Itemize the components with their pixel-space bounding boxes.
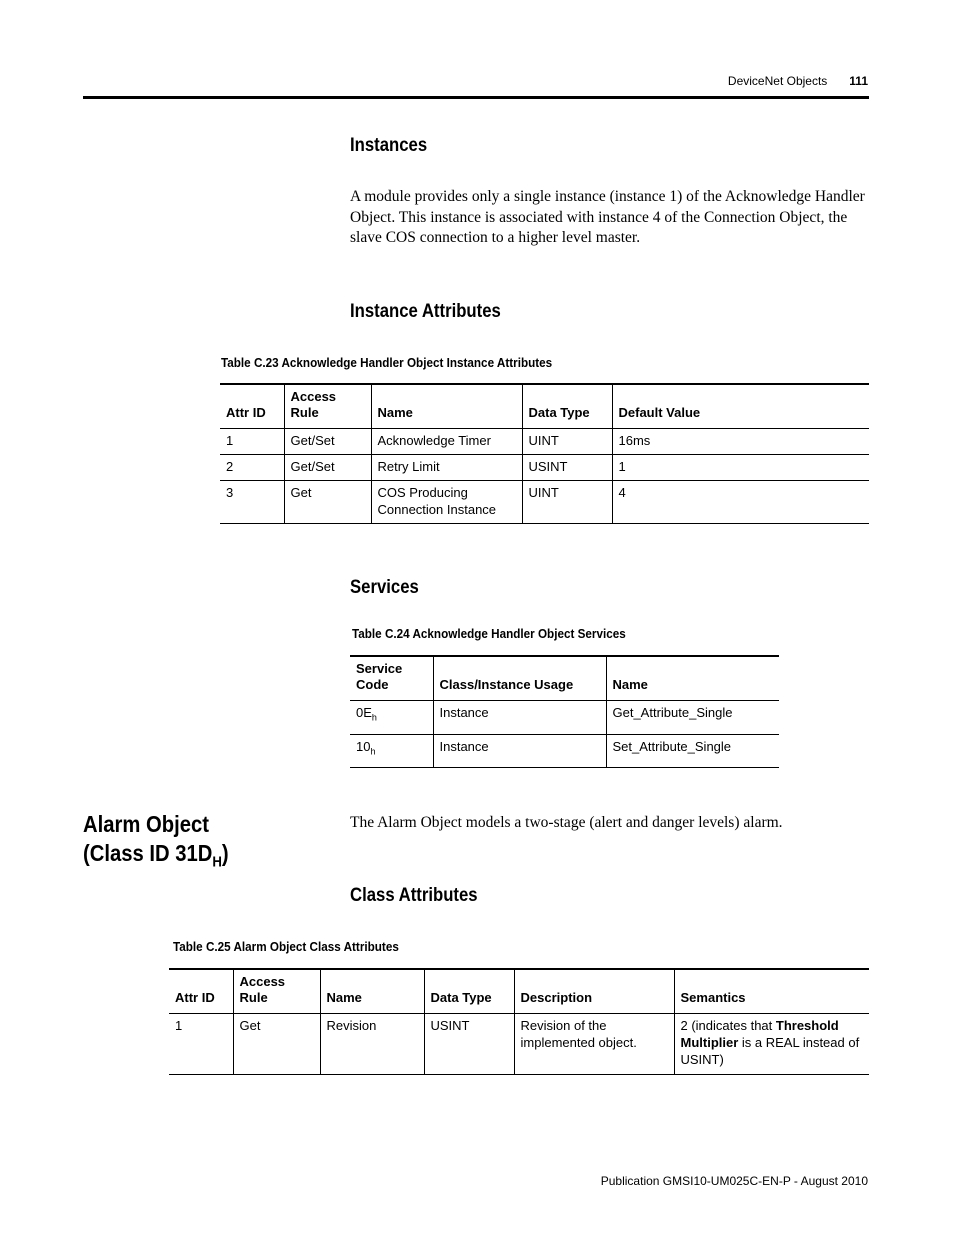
column-header: Name — [371, 384, 522, 429]
table-cell: Retry Limit — [371, 455, 522, 481]
instances-paragraph: A module provides only a single instance (instance 1) of the Acknowledge Handler Object. This instance is associated with instance 4 of the Connection Object, the slave COS connection to a higher level master. — [350, 188, 865, 246]
table-cell: 16ms — [612, 429, 869, 455]
table-cell: Get_Attribute_Single — [606, 701, 779, 735]
table-cell: 4 — [612, 481, 869, 524]
table-row — [350, 734, 779, 768]
services-heading: Services — [350, 577, 419, 598]
table-cell: Get/Set — [284, 455, 371, 481]
page-number: 111 — [849, 74, 868, 88]
table-cell: USINT — [522, 455, 612, 481]
column-header: Name — [606, 656, 779, 701]
table-c24-caption: Table C.24 Acknowledge Handler Object Services — [352, 626, 626, 641]
table-cell: COS Producing Connection Instance — [371, 481, 522, 524]
table-header-row — [169, 969, 869, 1014]
instances-heading: Instances — [350, 135, 428, 156]
instance-attributes-table — [220, 383, 869, 524]
table-cell: Get/Set — [284, 429, 371, 455]
table-cell: UINT — [522, 481, 612, 524]
column-header: Access Rule — [284, 384, 371, 429]
class-attributes-table — [169, 968, 869, 1075]
service-code-subscript: h — [371, 712, 377, 723]
column-header: Data Type — [522, 384, 612, 429]
service-code-cell — [350, 734, 433, 768]
column-header: Data Type — [424, 969, 514, 1014]
semantics-text-pre: 2 (indicates that — [680, 1018, 776, 1033]
service-code: 10 — [356, 738, 371, 754]
semantics-cell — [674, 1014, 869, 1075]
service-code: 0E — [356, 705, 372, 720]
table-cell: Get — [233, 1014, 320, 1075]
services-table — [350, 655, 779, 768]
column-header: Attr ID — [220, 384, 284, 429]
alarm-object-paragraph: The Alarm Object models a two-stage (alert and danger levels) alarm. — [350, 814, 783, 831]
alarm-heading-line2-prefix: (Class ID 31D — [83, 840, 213, 866]
header-rule — [83, 96, 869, 99]
table-cell: Acknowledge Timer — [371, 429, 522, 455]
table-cell: UINT — [522, 429, 612, 455]
running-header — [728, 74, 868, 88]
column-header: Semantics — [674, 969, 869, 1014]
column-header: Name — [320, 969, 424, 1014]
publication-footer: Publication GMSI10-UM025C-EN-P - August 2010 — [600, 1174, 868, 1188]
header-section-title: DeviceNet Objects — [727, 74, 828, 88]
alarm-heading-line2-suffix: ) — [221, 840, 229, 866]
table-row — [220, 455, 869, 481]
column-header: Default Value — [612, 384, 869, 429]
alarm-object-heading — [83, 810, 229, 877]
service-code-subscript: h — [370, 746, 376, 757]
table-row — [169, 1014, 869, 1075]
column-header: Attr ID — [169, 969, 233, 1014]
column-header: Service Code — [350, 656, 433, 701]
table-row — [350, 701, 779, 735]
table-row — [220, 481, 869, 524]
column-header: Class/Instance Usage — [433, 656, 606, 701]
table-cell: Get — [284, 481, 371, 524]
table-c23-caption: Table C.23 Acknowledge Handler Object Instance Attributes — [221, 355, 553, 370]
table-cell: Revision — [320, 1014, 424, 1075]
table-header-row — [220, 384, 869, 429]
table-cell: 1 — [220, 429, 284, 455]
table-cell: 1 — [612, 455, 869, 481]
semantics-text-post: is a REAL instead of USINT) — [680, 1035, 860, 1067]
alarm-heading-subscript: H — [212, 853, 222, 871]
table-cell: Instance — [433, 701, 606, 735]
column-header: Access Rule — [233, 969, 320, 1014]
table-cell: Instance — [433, 734, 606, 768]
table-cell: 2 — [220, 455, 284, 481]
table-cell: USINT — [424, 1014, 514, 1075]
table-cell: 1 — [169, 1014, 233, 1075]
alarm-heading-line1: Alarm Object — [83, 811, 209, 837]
instance-attributes-heading: Instance Attributes — [350, 301, 501, 322]
table-header-row — [350, 656, 779, 701]
class-attributes-heading: Class Attributes — [350, 885, 478, 906]
table-cell: Set_Attribute_Single — [606, 734, 779, 768]
table-cell: Revision of the implemented object. — [514, 1014, 674, 1075]
table-row — [220, 429, 869, 455]
service-code-cell — [350, 701, 433, 735]
table-cell: 3 — [220, 481, 284, 524]
table-c25-caption: Table C.25 Alarm Object Class Attributes — [173, 939, 399, 954]
column-header: Description — [514, 969, 674, 1014]
semantics-text-bold: Threshold Multiplier — [680, 1018, 839, 1050]
